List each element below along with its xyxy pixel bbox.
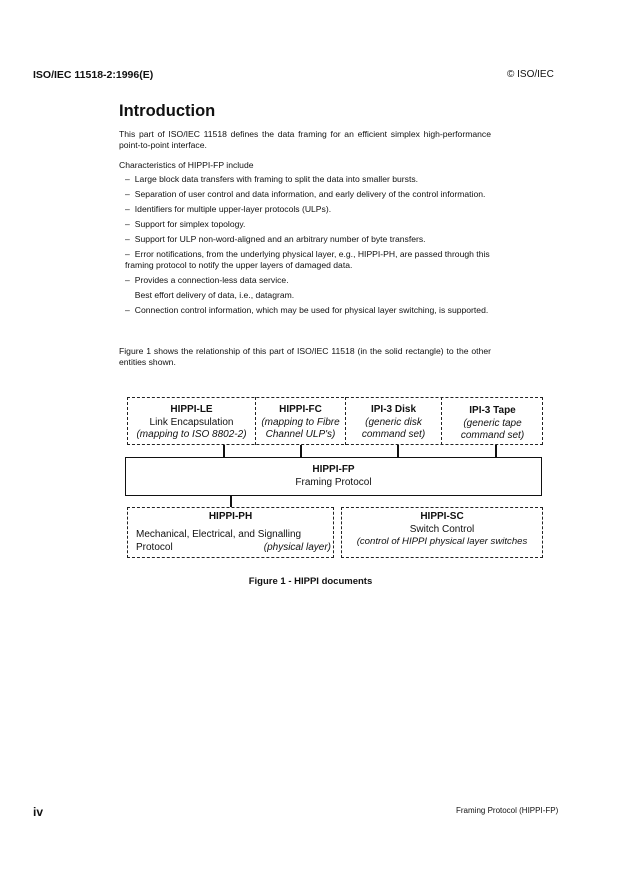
list-item: – Separation of user control and data information, and early delivery of the control information.	[125, 189, 486, 199]
list-item: Best effort delivery of data, i.e., datagram.	[134, 290, 295, 300]
list-item: – Support for ULP non-word-aligned and an arbitrary number of byte transfers.	[125, 234, 426, 244]
connector-line	[397, 445, 399, 457]
connector-line	[300, 445, 302, 457]
box-line: (physical layer)	[263, 541, 331, 553]
section-title: Introduction	[119, 102, 216, 120]
list-item: – Support for simplex topology.	[125, 219, 246, 229]
intro-paragraph: This part of ISO/IEC 11518 defines the data framing for an efficient simplex high-performance point-to-point interface.	[119, 129, 491, 150]
box-line: Mechanical, Electrical, and Signalling	[136, 529, 302, 540]
list-item: – Large block data transfers with framing to split the data into smaller bursts.	[125, 174, 419, 184]
characteristics-list	[119, 174, 491, 320]
box-line: (mapping to Fibre	[261, 416, 340, 428]
box-line: Link Encapsulation	[149, 416, 234, 428]
ipi-3-disk-box	[346, 404, 441, 442]
list-item: – Error notifications, from the underlying physical layer, e.g., HIPPI-PH, are passed through this framing protocol to notify the upper layers of damaged data.	[125, 249, 490, 270]
page-number: iv	[33, 805, 44, 819]
document-id: ISO/IEC 11518-2:1996(E)	[33, 69, 154, 81]
box-line: Channel ULP's)	[265, 429, 336, 440]
box-title: HIPPI-FC	[279, 404, 322, 415]
box-line: Switch Control	[409, 523, 475, 535]
box-line: command set)	[361, 429, 426, 440]
hippi-ph-title-cell	[127, 511, 334, 524]
box-title: HIPPI-PH	[208, 511, 253, 522]
box-title: IPI-3 Disk	[370, 404, 417, 415]
box-line: (generic tape	[463, 417, 522, 429]
characteristics-heading: Characteristics of HIPPI-FP include	[119, 160, 254, 170]
box-line: Protocol	[136, 541, 173, 553]
list-item: – Connection control information, which may be used for physical layer switching, is supported.	[125, 305, 489, 315]
running-title: Framing Protocol (HIPPI-FP)	[456, 806, 559, 815]
box-title: HIPPI-FP	[312, 464, 355, 475]
ipi-3-tape-box	[442, 405, 543, 443]
box-line: (mapping to ISO 8802-2)	[136, 429, 247, 440]
figure-caption: Figure 1 - HIPPI documents	[248, 576, 373, 587]
box-title: HIPPI-SC	[420, 511, 464, 522]
box-title: IPI-3 Tape	[469, 405, 516, 416]
hippi-fc-box	[256, 404, 345, 442]
connector-line	[230, 496, 232, 507]
box-title: HIPPI-LE	[170, 404, 213, 415]
hippi-sc-label	[341, 511, 543, 549]
hippi-ph-text	[136, 529, 331, 554]
list-item: – Provides a connection-less data service.	[125, 275, 289, 285]
box-line: (control of HIPPI physical layer switches	[356, 536, 528, 547]
figure-intro-paragraph: Figure 1 shows the relationship of this part of ISO/IEC 11518 (in the solid rectangle) to the other entities shown.	[119, 346, 491, 367]
connector-line	[495, 445, 497, 457]
copyright-notice: © ISO/IEC	[507, 69, 554, 80]
box-line: command set)	[460, 430, 525, 441]
hippi-fp-label	[125, 464, 542, 489]
connector-line	[223, 445, 225, 457]
box-line: Framing Protocol	[295, 476, 372, 488]
box-line: (generic disk	[365, 416, 422, 428]
list-item: – Identifiers for multiple upper-layer protocols (ULPs).	[125, 204, 332, 214]
hippi-le-box	[128, 404, 255, 442]
